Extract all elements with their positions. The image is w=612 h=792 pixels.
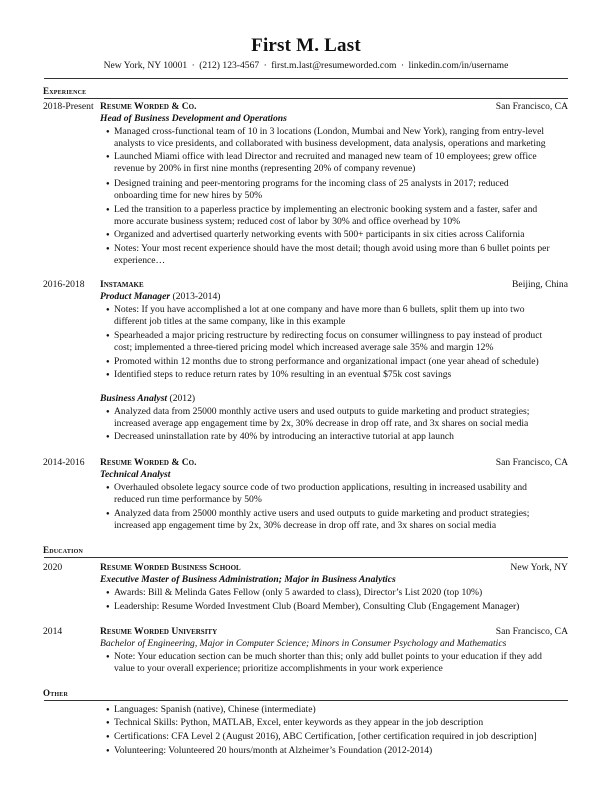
contact-line <box>0 60 612 71</box>
edu-degree: Executive Master of Business Administration; Major in Business Analytics <box>100 574 396 585</box>
edu-location: New York, NY <box>510 562 568 573</box>
job-role-line <box>100 393 195 405</box>
separator: · <box>191 60 195 71</box>
job-role-line <box>100 291 220 303</box>
edu-school: Resume Worded University <box>100 626 218 637</box>
edu-school: Resume Worded Business School <box>100 562 241 573</box>
job-role: Business Analyst <box>100 393 168 404</box>
contact-linkedin[interactable]: linkedin.com/in/username <box>408 60 509 71</box>
bullet-icon: ● <box>106 333 110 339</box>
bullet-icon: ● <box>106 654 110 660</box>
job-location: San Francisco, CA <box>495 457 568 468</box>
job-role: Technical Analyst <box>100 469 171 480</box>
list-item-continuation: more accurate business system; reduced cost of labor by 30% and office overhead by 10% <box>114 216 461 227</box>
edu-location: San Francisco, CA <box>495 626 568 637</box>
job-dates: 2016-2018 <box>43 279 85 290</box>
edu-year: 2014 <box>43 626 63 637</box>
job-location: Beijing, China <box>512 279 568 290</box>
bullet-icon: ● <box>106 707 110 713</box>
list-item-continuation: reduced run time performance by 50% <box>114 494 262 505</box>
list-item-continuation: analysts to vice presidents, and collaborated with business development, data analysis, operations and marketing <box>114 138 546 149</box>
header-divider <box>44 78 568 79</box>
job-role: Head of Business Development and Operations <box>100 113 287 124</box>
list-item-continuation: increased app engagement time by 2x, 30% decrease in drop off rate, and 3x shares on social media <box>114 520 497 531</box>
bullet-icon: ● <box>106 307 110 313</box>
bullet-icon: ● <box>106 434 110 440</box>
list-item-continuation: revenue by 200% in first nine months (representing 20% of company revenue) <box>114 163 416 174</box>
bullet-icon: ● <box>106 720 110 726</box>
contact-phone: (212) 123-4567 <box>199 60 260 71</box>
section-title-experience: Experience <box>43 86 87 96</box>
bullet-icon: ● <box>106 590 110 596</box>
section-title-other: Other <box>43 688 69 698</box>
bullet-icon: ● <box>106 734 110 740</box>
job-company: Instamake <box>100 279 144 290</box>
job-role-years: (2012) <box>169 393 196 404</box>
section-divider <box>44 557 568 558</box>
edu-year: 2020 <box>43 562 63 573</box>
contact-email[interactable]: first.m.last@resumeworded.com <box>271 60 397 71</box>
job-dates: 2014-2016 <box>43 457 85 468</box>
bullet-icon: ● <box>106 511 110 517</box>
bullet-icon: ● <box>106 604 110 610</box>
list-item-continuation: cost; implemented a three-tiered pricing model which increased average sale 35% and margin 12% <box>114 342 494 353</box>
bullet-icon: ● <box>106 359 110 365</box>
bullet-icon: ● <box>106 232 110 238</box>
separator: · <box>263 60 267 71</box>
section-title-education: Education <box>43 545 84 555</box>
job-dates: 2018-Present <box>43 101 94 112</box>
separator: · <box>400 60 405 71</box>
list-item-continuation: increased average app engagement time by 2x, 30% decrease in drop off rate, and 3x shares on social media <box>114 418 529 429</box>
section-divider <box>44 98 568 99</box>
bullet-icon: ● <box>106 485 110 491</box>
list-item-continuation: onboarding time for new hires by 50% <box>114 190 263 201</box>
bullet-icon: ● <box>106 409 110 415</box>
bullet-icon: ● <box>106 207 110 213</box>
resume-page: First M. Last New York, NY 10001 · (212) 123-4567 · first.m.last@resumeworded.com · linkedin.com/in/username Experience 2018-Present Resume Worded & Co. San Francisco, CA Head of Business Development and Operations ● Managed cross-functional team of 10 in 3 locations (London, Mumbai and New York), ranging from entry-level analysts to vice presidents, and collaborated with business development, data analysis, operations and marketing ● Launched Miami office with lead Director and recruited and managed new team of 10 employees; grew office revenue by 200% in first nine months (representing 20% of company revenue) ● Designed training and peer-mentoring programs for the incoming class of 25 analysts in 2017; reduced onboarding time for new hires by 50% ● Led the transition to a paperless practice by implementing an electronic booking system and a faster, safer and more accurate business system; reduced cost of labor by 30% and office overhead by 10% ● Organized and advertised quarterly networking events with 500+ participants in six cities across California ● Notes: Your most recent experience should have the most detail; though avoid using more than 6 bullet points per experience… 2016-2018 Instamake Beijing, China Product Manager (2013-2014) ● Notes: If you have accomplished a lot at one company and have more than 6 bullets, split them up into two different job titles at the same company, like in this example ● Spearheaded a major pricing restructure by redirecting focus on consumer willingness to pay instead of product cost; implemented a three-tiered pricing model which increased average sale 35% and margin 12% ● Promoted within 12 months due to strong performance and organizational impact (one year ahead of schedule) ● Identified steps to reduce return rates by 10% resulting in an eventual $75k cost savings Business Analyst (2012) ● Analyzed data from 25000 monthly active users and used outputs to guide marketing and product strategies; increased average app engagement time by 2x, 30% decrease in drop off rate, and 3x shares on social media ● Decreased uninstallation rate by 40% by introducing an interactive tutorial at app launch 2014-2016 Resume Worded & Co. San Francisco, CA Technical Analyst ● Overhauled obsolete legacy source code of two production applications, resulting in increased usability and reduced run time performance by 50% ● Analyzed data from 25000 monthly active users and used outputs to guide marketing and product strategies; increased app engagement time by 2x, 30% decrease in drop off rate, and 3x shares on social media Education 2020 Resume Worded Business School New York, NY Executive Master of Business Administration; Major in Business Analytics ● Awards: Bill & Melinda Gates Fellow (only 5 awarded to class), Director’s List 2020 (top 10%) ● Leadership: Resume Worded Investment Club (Board Member), Consulting Club (Engagement Manager) 2014 Resume Worded University San Francisco, CA Bachelor of Engineering, Major in Computer Science; Minors in Consumer Psychology and Mathematics ● Note: Your education section can be much shorter than this; only add bullet points to your education if they add value to your overall experience; prioritize accomplishments in your work experience Other ● Languages: Spanish (native), Chinese (intermediate) ● Technical Skills: Python, MATLAB, Excel, enter keywords as they appear in the job description ● Certifications: CFA Level 2 (August 2016), ABC Certification, [other certification required in job description] ● Volunteering: Volunteered 20 hours/month at Alzheimer’s Foundation (2012-2014) <box>0 0 612 792</box>
job-role-years: (2013-2014) <box>172 291 221 302</box>
bullet-icon: ● <box>106 181 110 187</box>
bullet-icon: ● <box>106 372 110 378</box>
job-company: Resume Worded & Co. <box>100 457 197 468</box>
job-location: San Francisco, CA <box>495 101 568 112</box>
bullet-icon: ● <box>106 129 110 135</box>
contact-location: New York, NY 10001 <box>103 60 188 71</box>
list-item-continuation: different job titles at the same company, like in this example <box>114 316 346 327</box>
bullet-icon: ● <box>106 748 110 754</box>
job-company: Resume Worded & Co. <box>100 101 197 112</box>
list-item-continuation: experience… <box>114 255 166 266</box>
job-role: Product Manager <box>100 291 171 302</box>
bullet-icon: ● <box>106 154 110 160</box>
candidate-name: First M. Last <box>251 35 361 56</box>
section-divider <box>44 700 568 701</box>
list-item-continuation: value to your overall experience; prioritize accomplishments in your work experience <box>114 663 443 674</box>
edu-degree: Bachelor of Engineering, Major in Computer Science; Minors in Consumer Psychology and Mathematics <box>100 638 507 649</box>
bullet-icon: ● <box>106 246 110 252</box>
